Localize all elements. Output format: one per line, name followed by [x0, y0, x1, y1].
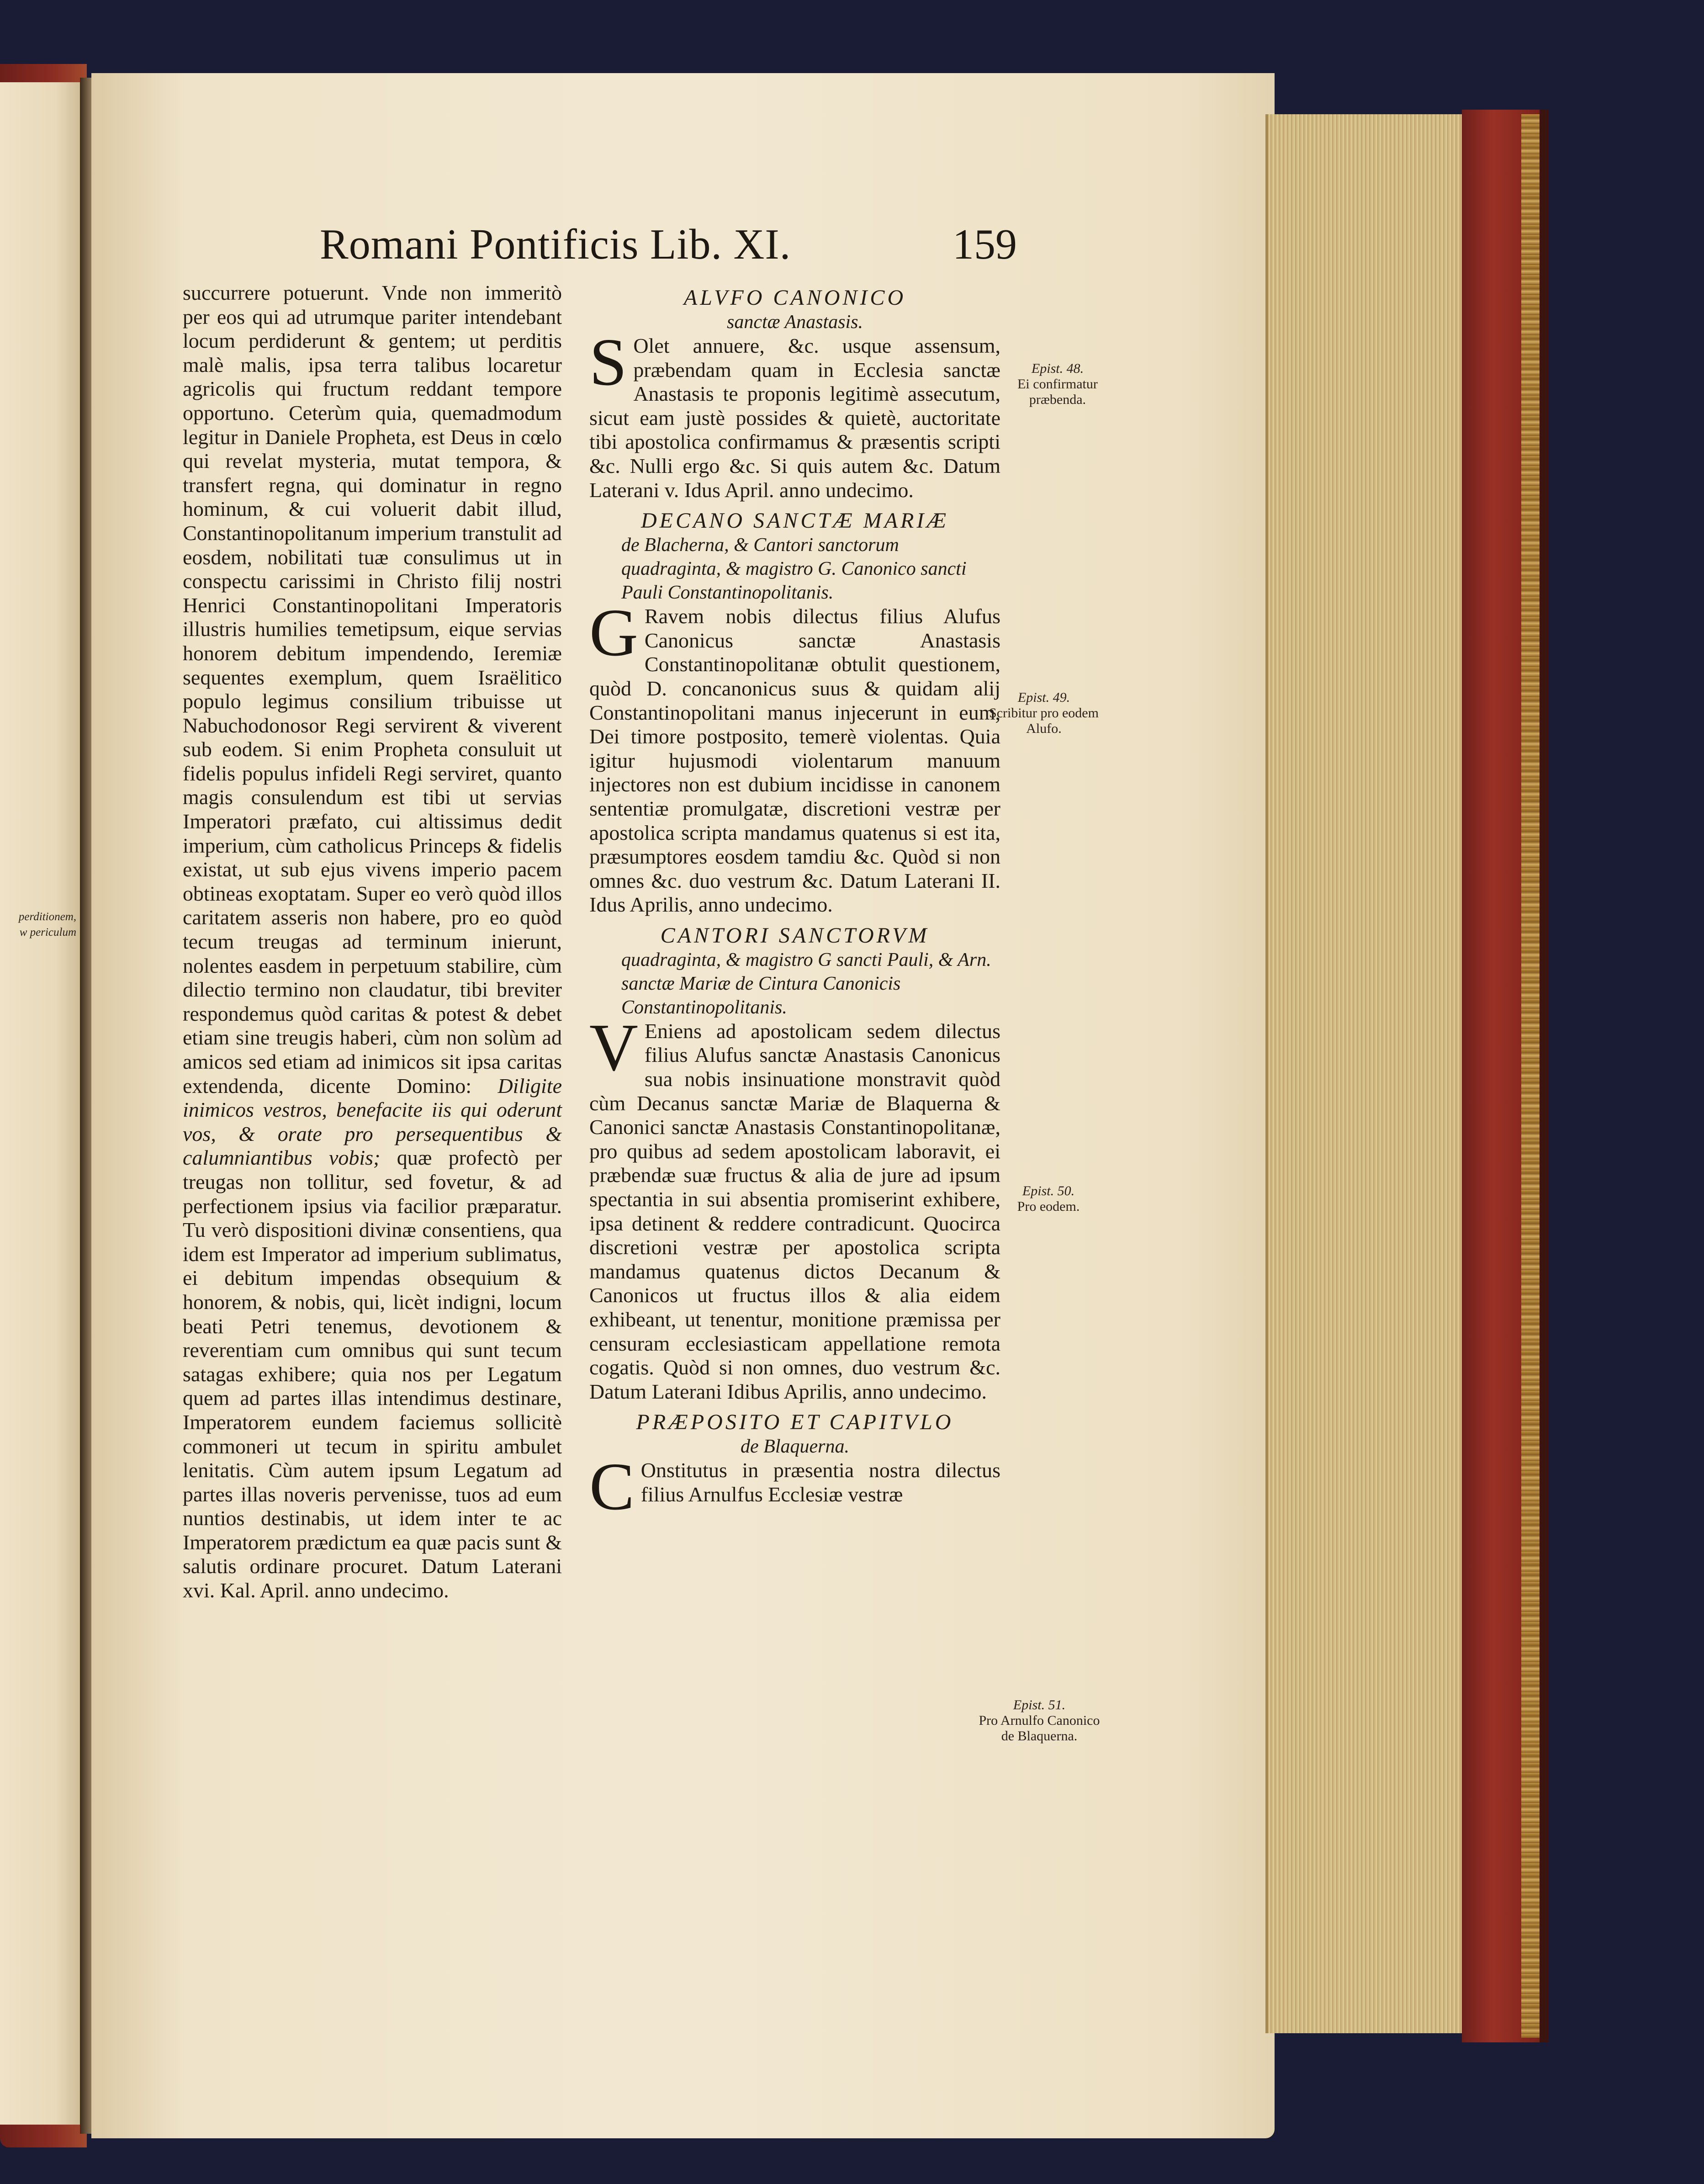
drop-cap: S — [589, 325, 627, 400]
left-text-column — [183, 281, 562, 1603]
letter-body-text: Olet annuere, &c. usque assensum, præbendam quam in Ecclesia sanctæ Anastasis te proponis legitimè assecutum, sicut eam justè possides & quietè, auctoritate tibi apostolica confirmamus & præsentis scripti &c. Nulli ergo &c. Si quis autem &c. Datum Laterani v. Idus April. anno undecimo. — [589, 334, 1000, 502]
letter-body-text: Ravem nobis dilectus filius Alufus Canonicus sanctæ Anastasis Constantinopolitanæ obtulit questionem, quòd D. concanonicus suus & quidam alij Constantinopolitani manus injecerunt in eum, Dei timore postposito, temerè violentas. Quia igitur hujusmodi violentarum manuum injectores non est dubium incidisse in canonem sententiæ promulgatæ, discretioni vestræ per apostolica scripta mandamus quatenus si est ita, præsumptores eosdem tamdiu &c. Quòd si non omnes &c. duo vestrum &c. Datum Laterani II. Idus Aprilis, anno undecimo. — [589, 604, 1000, 917]
letter-48 — [589, 286, 1000, 502]
letter-51 — [589, 1410, 1000, 1525]
margin-note-text: Pro Arnulfo Canonico de Blaquerna. — [979, 1713, 1100, 1744]
scripture-quote: Diligite inimicos vestros, benefacite iis qui oderunt vos, & orate pro persequentibus & calumniantibus vobis; — [183, 1074, 562, 1170]
margin-note-text: Pro eodem. — [1017, 1199, 1080, 1214]
letter-50 — [589, 923, 1000, 1404]
letter-49 — [589, 509, 1000, 917]
letter-heading: PRÆPOSITO ET CAPITVLO — [636, 1410, 954, 1435]
margin-note-epist-50 — [982, 1183, 1115, 1214]
left-margin-line-1: perditionem, — [18, 911, 76, 923]
right-text-column — [589, 286, 1000, 1525]
drop-cap: C — [589, 1449, 635, 1525]
left-column-paragraph — [183, 281, 562, 1603]
left-column-text-continued: quæ profectò per treugas non tollitur, sed fovetur, & ad perfectionem ipsius via facilior præparatur. Tu verò dispositioni divinæ consentiens, qua idem est Imperator ad imperium sublimatus, ei debitum impendas obsequium & honorem, & nobis, qui, licèt indigni, locum beati Petri tenemus, devotionem & reverentiam cum omnibus qui sunt tecum satagas exhibere; quia nos per Legatum quem ad partes illas intendimus destinare, Imperatorem eundem faciemus sollicitè commoneri ut tecum in spiritu ambulet lenitatis. Cùm autem ipsum Legatum ad partes illas noveris pervenisse, tuos ad eum nuntios destinabis, ut idem inter te ac Imperatorem prædictum ea quæ pacis sunt & salutis ordinare procuret. Datum Laterani xvi. Kal. April. anno undecimo. — [183, 1146, 562, 1602]
margin-note-ref: Epist. 50. — [1022, 1183, 1075, 1198]
letter-heading-sub: sanctæ Anastasis. — [727, 312, 863, 333]
margin-note-text: Ei confirmatur præbenda. — [1017, 376, 1098, 407]
letter-heading: CANTORI SANCTORVM — [660, 923, 930, 948]
letter-body-text: Onstitutus in præsentia nostra dilectus filius Arnulfus Ecclesiæ vestræ — [640, 1458, 1000, 1506]
margin-note-ref: Epist. 51. — [1013, 1697, 1066, 1712]
margin-note-ref: Epist. 49. — [1017, 690, 1070, 705]
letter-heading-sub: quadraginta, & magistro G sancti Pauli, & Arn. sanctæ Mariæ de Cintura Canonicis Constantinopolitanis. — [621, 949, 991, 1018]
letter-heading: ALVFO CANONICO — [683, 286, 906, 310]
margin-note-ref: Epist. 48. — [1031, 361, 1084, 376]
running-head-title: Romani Pontificis Lib. XI. — [320, 221, 791, 268]
letter-body — [589, 1010, 1000, 1404]
letter-body — [589, 1449, 1000, 1525]
margin-note-text: Scribitur pro eodem Alufo. — [989, 705, 1099, 736]
left-column-text: succurrere potuerunt. Vnde non immeritò per eos qui ad utrumque pariter intendebant locum perdiderunt & gentem; ut perditis malè malis, ipsa terra talibus locaretur agricolis qui fructum reddant tempore opportuno. Ceterùm quia, quemadmodum legitur in Daniele Propheta, est Deus in cœlo qui revelat mysteria, mutat tempora, & transfert regna, qui dominatur in regno hominum, & cui voluerit dabit illud, Constantinopolitanum imperium transtulit ad eosdem, nobilitati tuæ consulimus ut in conspectu carissimi in Christo filij nostri Henrici Constantinopolitani Imperatoris illustris humilies temetipsum, eique servias honorem debitum impendendo, Ieremiæ sequentes exemplum, quem Israëlitico populo legimus consilium tribuisse ut Nabuchodonosor Regi servirent & viverent sub eodem. Si enim Propheta consuluit ut fidelis populus infideli Regi serviret, quanto magis consulendum est tibi ut servias Imperatori præfato, cui altissimus dedit imperium, cùm catholicus Princeps & fidelis existat, ut sub ejus vivens imperio pacem obtineas exoptatam. Super eo verò quòd illos caritatem asseris non habere, pro eo quòd tecum treugas ad terminum inierunt, nolentes easdem in perpetuum stabilire, cùm dilectio termino non claudatur, tibi breviter respondemus quòd caritas & potest & debet etiam sine treugis haberi, cùm non solùm ad amicos sed etiam ad inimicos sit ipsa caritas extendenda, dicente Domino: — [183, 281, 562, 1097]
page-number: 159 — [953, 221, 1017, 268]
letter-body — [589, 325, 1000, 502]
left-margin-line-2: w periculum — [19, 926, 76, 938]
margin-note-epist-49 — [978, 690, 1110, 737]
letter-heading-sub: de Blaquerna. — [741, 1436, 849, 1458]
letter-body-text: Eniens ad apostolicam sedem dilectus filius Alufus sanctæ Anastasis Canonicus sua nobis insinuatione monstravit quòd cùm Decanus sanctæ Mariæ de Blaquerna & Canonici sanctæ Anastasis Constantinopolitanæ, pro quibus ad sedem apostolicam laboravit, ei præbendæ suæ fructus & alia de jure ad ipsum spectantia in sui absentia promiserint exhibere, ipsa detinent & reddere contradicunt. Quocirca discretioni vestræ per apostolica scripta mandamus quatenus dictos Decanum & Canonicos ut fructus illos & alia eidem exhibeant, ut tenentur, monitione præmissa per censuram ecclesiasticam appellatione remota cogatis. Quòd si non omnes, duo vestrum &c. Datum Laterani Idibus Aprilis, anno undecimo. — [589, 1019, 1000, 1403]
margin-note-epist-48 — [991, 361, 1124, 408]
letter-heading-sub: de Blacherna, & Cantori sanctorum quadraginta, & magistro G. Canonico sancti Pauli Constantinopolitanis. — [621, 535, 967, 604]
letter-body — [589, 595, 1000, 917]
drop-cap: G — [589, 595, 638, 671]
margin-note-epist-51 — [973, 1697, 1106, 1744]
letter-heading: DECANO SANCTÆ MARIÆ — [640, 509, 949, 533]
drop-cap: V — [589, 1010, 638, 1085]
